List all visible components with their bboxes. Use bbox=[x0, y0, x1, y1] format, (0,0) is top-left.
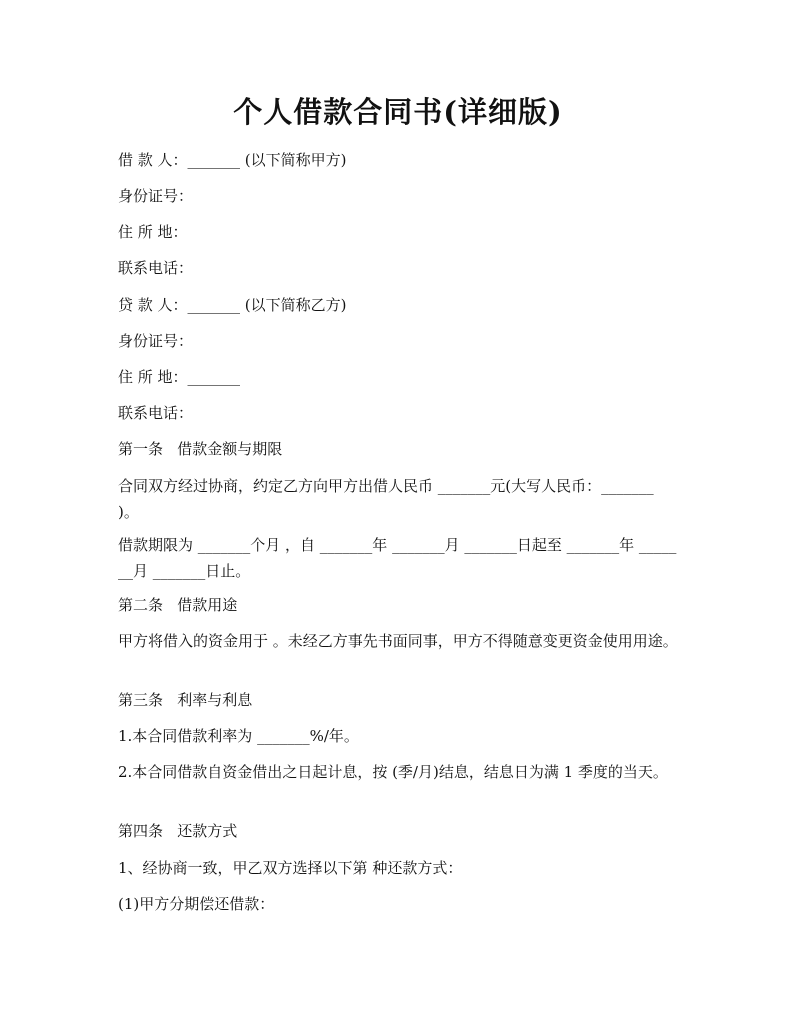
article-4-paragraph-installment: (1)甲方分期偿还借款： bbox=[118, 895, 275, 913]
article-3-paragraph-interest: 2.本合同借款自资金借出之日起计息，按 (季/月)结息，结息日为满 1 季度的当天。 bbox=[118, 763, 668, 781]
borrower-name-line: 借 款 人：_______ (以下简称甲方) bbox=[118, 151, 347, 169]
article-3-heading: 第三条 利率与利息 bbox=[118, 691, 253, 709]
lender-id-line: 身份证号： bbox=[118, 332, 194, 350]
article-4-heading: 第四条 还款方式 bbox=[118, 822, 238, 840]
borrower-id-line: 身份证号： bbox=[118, 187, 194, 205]
article-1-paragraph-term: 借款期限为 _______个月 ，自 _______年 _______月 _______日起至 _______年 _______月 _______日止。 bbox=[118, 536, 677, 580]
article-4-paragraph-method: 1、经协商一致，甲乙双方选择以下第 种还款方式： bbox=[118, 859, 463, 877]
lender-address-line: 住 所 地：_______ bbox=[118, 368, 241, 386]
lender-phone-line: 联系电话： bbox=[118, 404, 194, 422]
document-title: 个人借款合同书(详细版) bbox=[233, 95, 563, 129]
article-1-paragraph-amount: 合同双方经过协商，约定乙方向甲方出借人民币 _______元(大写人民币：_______ )。 bbox=[118, 477, 659, 521]
article-2-heading: 第二条 借款用途 bbox=[118, 596, 238, 614]
article-2-paragraph-purpose: 甲方将借入的资金用于 。未经乙方事先书面同事，甲方不得随意变更资金使用用途。 bbox=[118, 632, 678, 650]
borrower-phone-line: 联系电话： bbox=[118, 259, 194, 277]
borrower-address-line: 住 所 地： bbox=[118, 223, 188, 241]
lender-name-line: 贷 款 人：_______ (以下简称乙方) bbox=[118, 296, 347, 314]
article-3-paragraph-rate: 1.本合同借款利率为 _______%/年。 bbox=[118, 727, 359, 745]
article-1-heading: 第一条 借款金额与期限 bbox=[118, 440, 283, 458]
